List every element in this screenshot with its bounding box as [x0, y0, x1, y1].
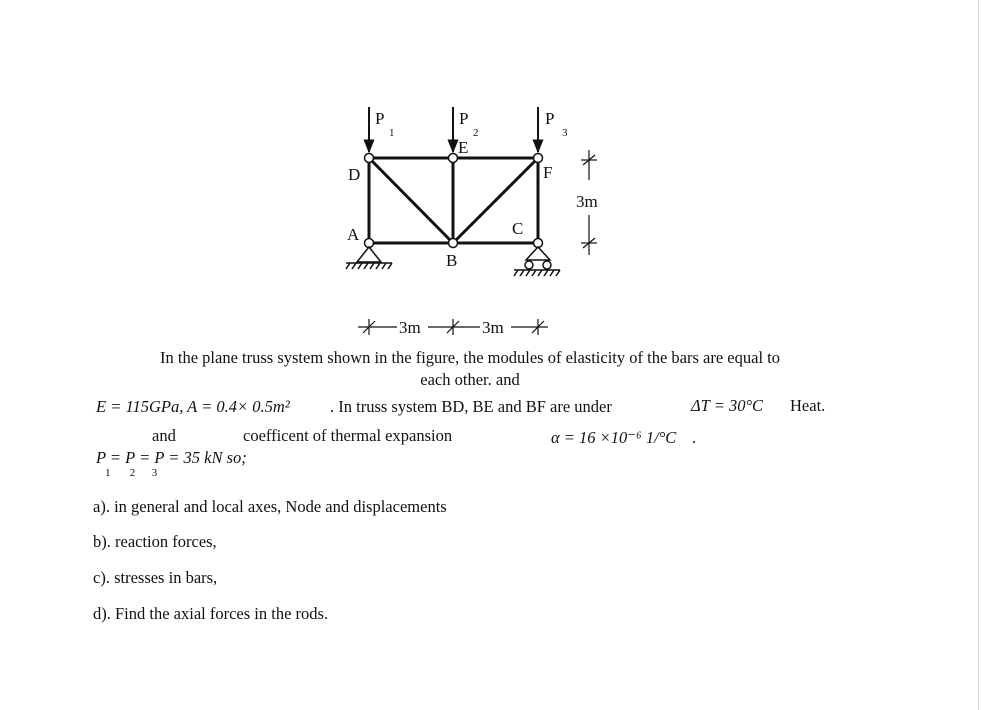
label-height: 3m: [576, 192, 598, 211]
joint-b: [449, 239, 458, 248]
label-p3-sub: 3: [562, 127, 568, 139]
thermal-label: coefficent of thermal expansion: [243, 426, 453, 445]
label-b: B: [446, 251, 458, 270]
label-f: F: [543, 163, 553, 182]
formula-load-subs: 1 2 3: [105, 467, 158, 479]
label-e: E: [458, 138, 469, 157]
formula-alpha: α = 16 ×10⁻⁶ 1/°C: [551, 428, 677, 447]
item-b: b). reaction forces,: [93, 532, 217, 551]
label-span2: 3m: [482, 318, 504, 337]
member-bd: [369, 158, 453, 243]
label-a: A: [347, 225, 360, 244]
problem-line-1: In the plane truss system shown in the figure, the modules of elasticity of the bars are equal to: [160, 348, 780, 367]
label-p1: P: [375, 109, 385, 128]
joint-f: [534, 154, 543, 163]
heat-label: Heat.: [790, 396, 826, 415]
label-p1-sub: 1: [389, 127, 395, 139]
problem-line-2: each other. and: [420, 370, 520, 389]
alpha-dot: .: [692, 428, 697, 447]
item-c: c). stresses in bars,: [93, 568, 218, 587]
member-bf: [453, 158, 538, 243]
formula-delta-t: ΔT = 30°C: [691, 396, 764, 415]
label-p2: P: [459, 109, 469, 128]
roller-support-c: [514, 247, 560, 276]
truss-figure: [0, 0, 982, 340]
problem-line-3: . In truss system BD, BE and BF are under: [330, 397, 612, 416]
item-a: a). in general and local axes, Node and displacements: [93, 497, 447, 516]
joint-e: [449, 154, 458, 163]
dim-spans: [358, 319, 548, 335]
joint-d: [365, 154, 374, 163]
pin-support-a: [346, 247, 392, 269]
formula-e-a: E = 115GPa, A = 0.4× 0.5m²: [96, 397, 290, 416]
label-span1: 3m: [399, 318, 421, 337]
item-d: d). Find the axial forces in the rods.: [93, 604, 329, 623]
formula-loads: P = P = P = 35 kN so;: [96, 448, 247, 467]
label-d: D: [348, 165, 361, 184]
and-label: and: [152, 426, 176, 445]
label-c: C: [512, 219, 524, 238]
label-p2-sub: 2: [473, 127, 479, 139]
label-p3: P: [545, 109, 555, 128]
